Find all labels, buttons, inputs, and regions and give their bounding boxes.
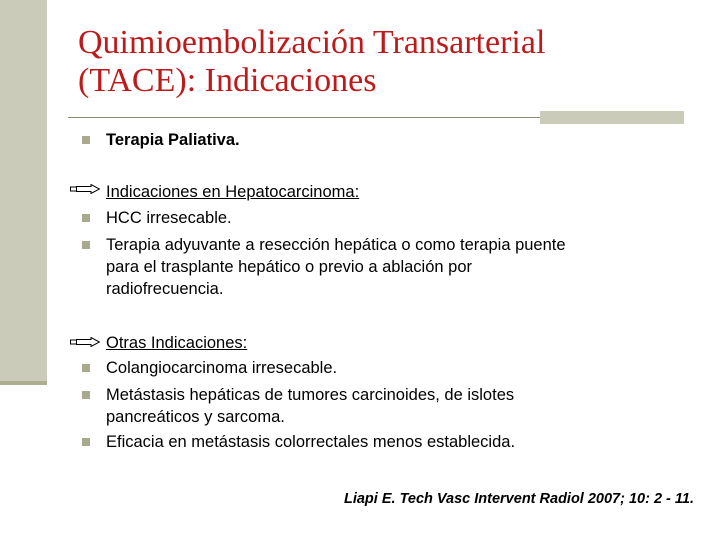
slide-title-line2: (TACE): Indicaciones [78, 62, 377, 99]
square-bullet-icon [82, 364, 90, 372]
arrow-right-icon [70, 337, 100, 347]
slide-title-line1: Quimioembolización Transarterial [78, 24, 546, 61]
item-metastasis-carcinoid-line1: Metástasis hepáticas de tumores carcinoides, de islotes [106, 386, 515, 404]
square-bullet-icon [82, 391, 90, 399]
item-metastasis-carcinoid [106, 384, 696, 428]
left-decorative-band [0, 0, 47, 383]
arrow-right-icon [70, 184, 100, 194]
square-bullet-icon [82, 241, 90, 249]
item-cholangiocarcinoma: Colangiocarcinoma irresecable. [106, 359, 338, 377]
item-hcc-adjuvant-line3: radiofrecuencia. [106, 280, 224, 298]
citation: Liapi E. Tech Vasc Intervent Radiol 2007; 10: 2 - 11. [343, 491, 694, 507]
item-palliative: Terapia Paliativa. [106, 131, 240, 149]
item-hcc-adjuvant [106, 234, 696, 300]
item-hcc-adjuvant-line2: para el trasplante hepático o previo a ablación por [106, 258, 472, 276]
hcc-heading: Indicaciones en Hepatocarcinoma: [106, 183, 360, 201]
other-heading: Otras Indicaciones: [106, 334, 248, 352]
square-bullet-icon [82, 438, 90, 446]
square-bullet-icon [82, 136, 90, 144]
item-colorectal-metastasis: Eficacia en metástasis colorrectales menos establecida. [106, 433, 516, 451]
slide-title [78, 24, 545, 100]
item-hcc-irresecable: HCC irresecable. [106, 209, 232, 227]
title-divider [68, 117, 540, 118]
item-hcc-adjuvant-line1: Terapia adyuvante a resección hepática o como terapia puente [106, 236, 566, 254]
square-bullet-icon [82, 214, 90, 222]
left-band-shadow [0, 381, 47, 385]
item-metastasis-carcinoid-line2: pancreáticos y sarcoma. [106, 408, 285, 426]
title-accent-bar [540, 111, 684, 124]
